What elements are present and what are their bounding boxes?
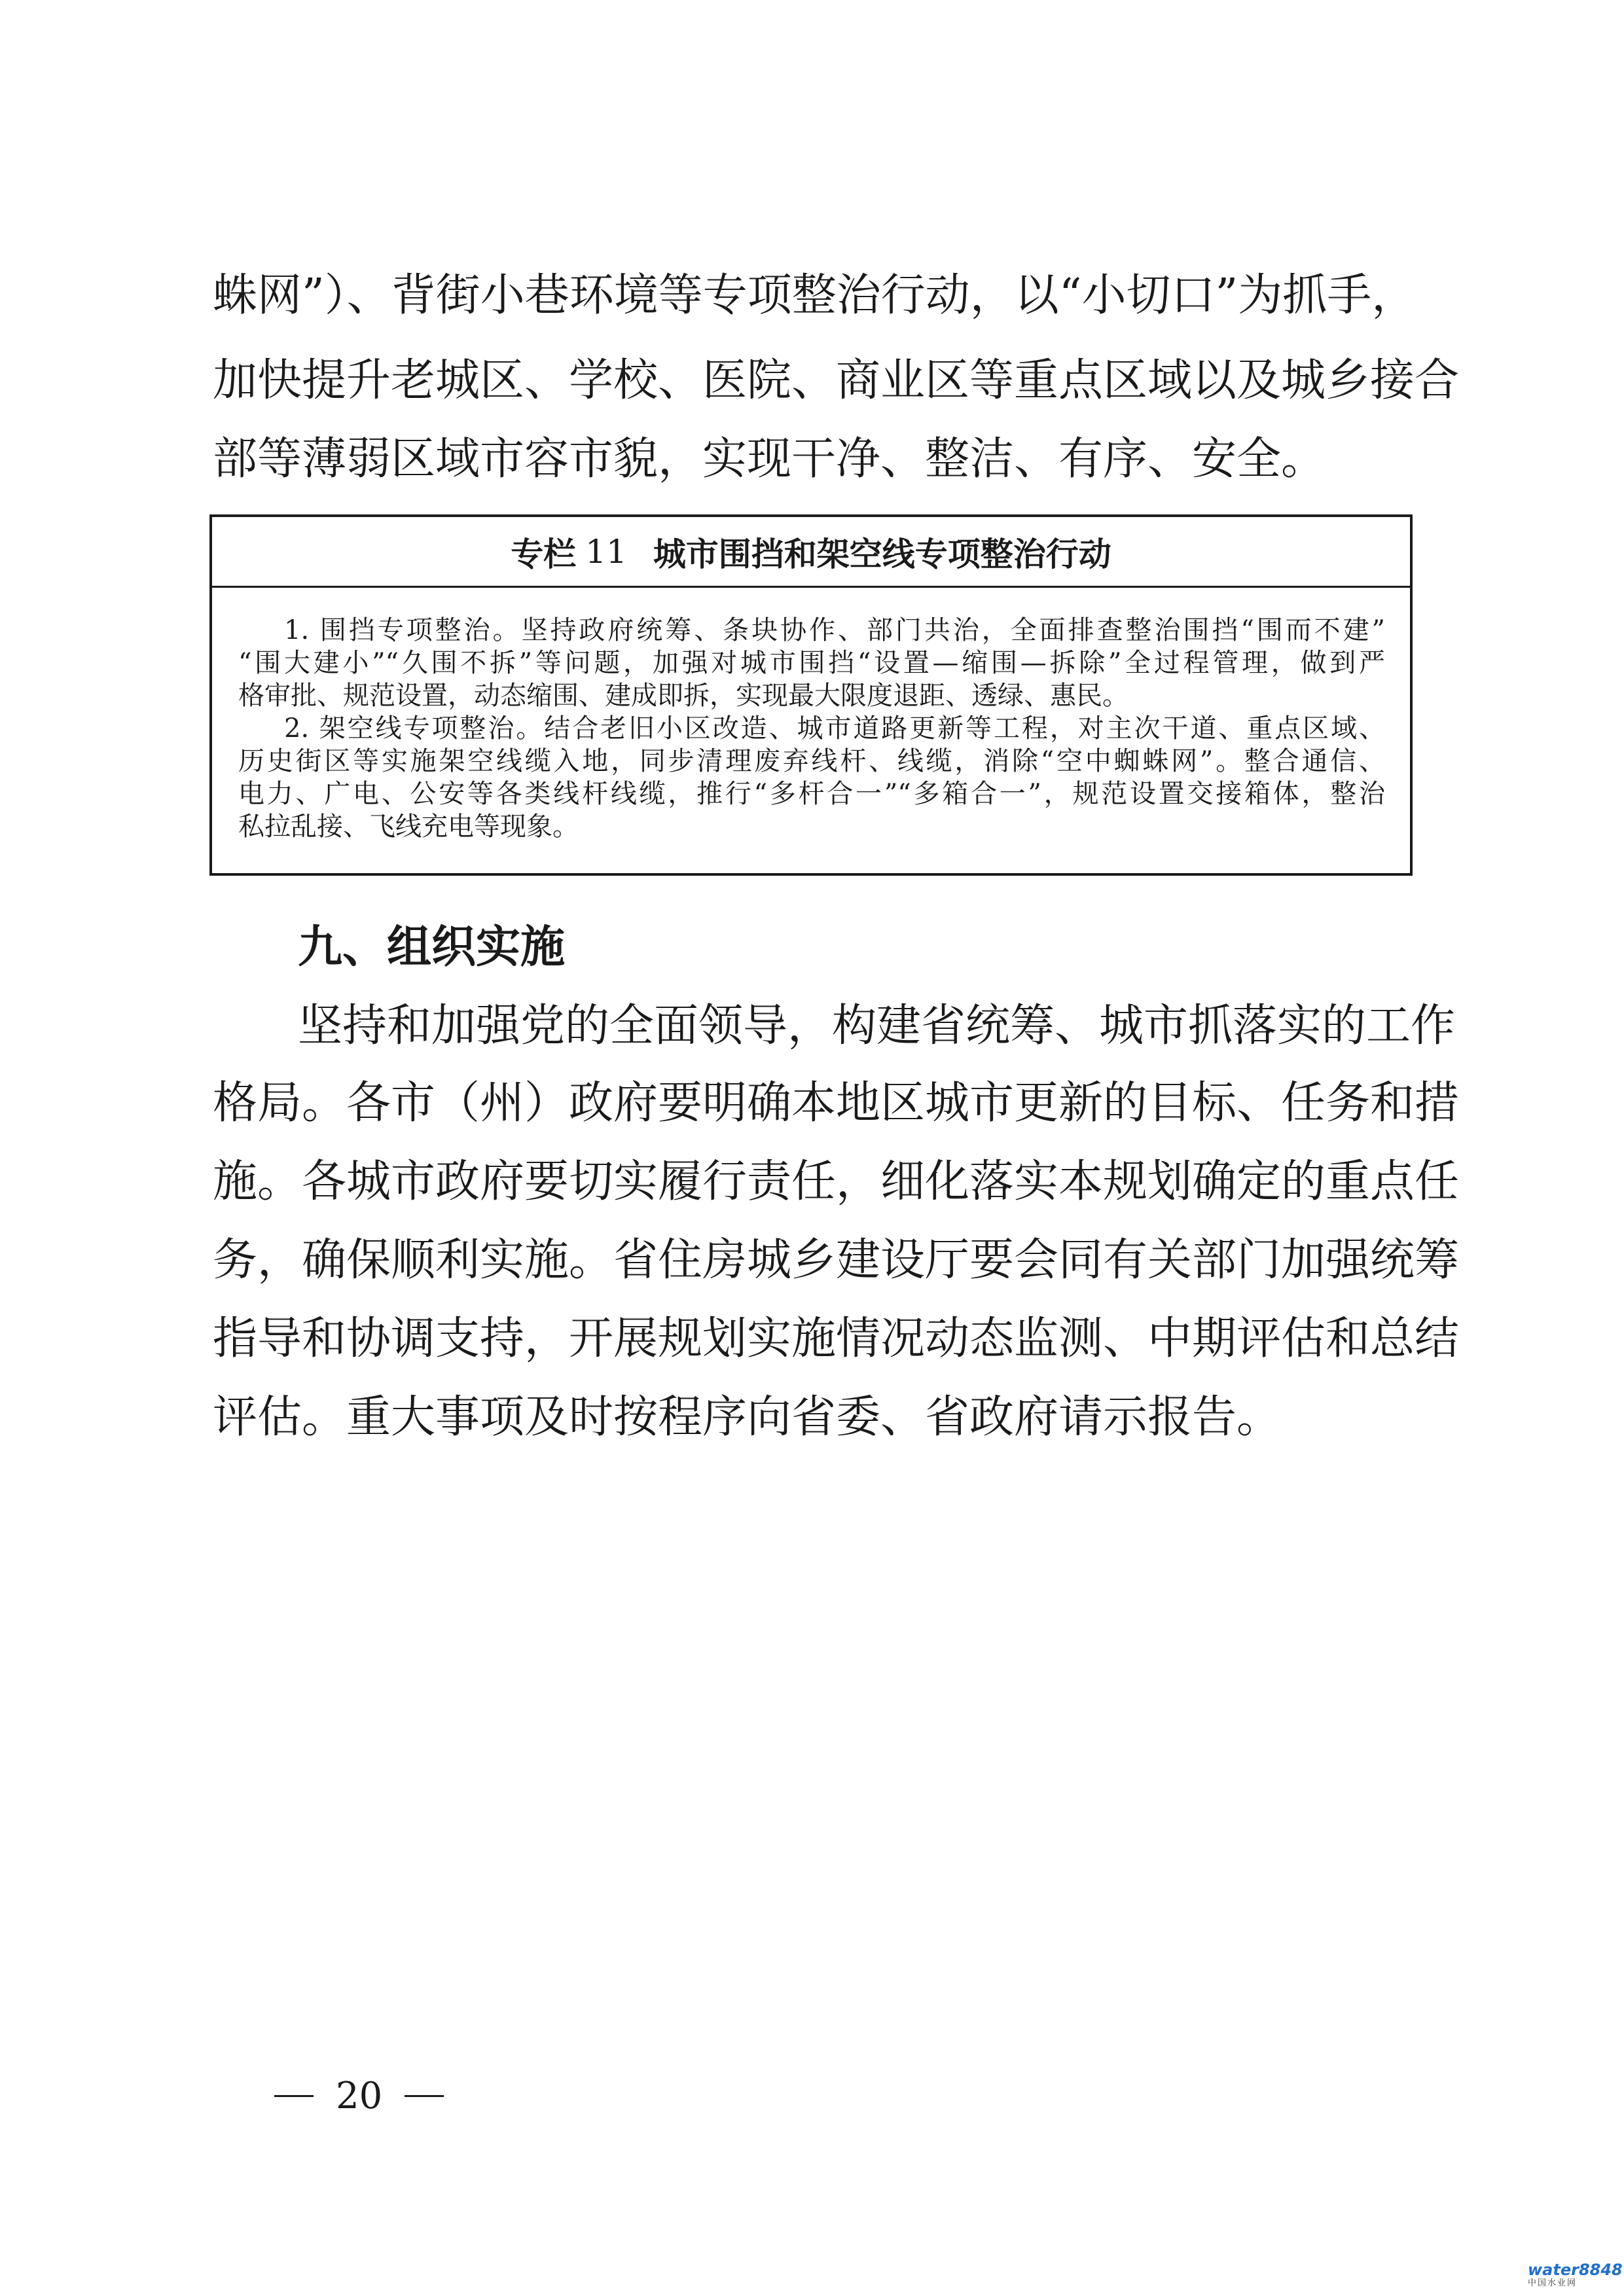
footer-dash-right bbox=[405, 2095, 444, 2097]
column-line-6: 电力、广电、公安等各类线杆线缆，推行“多杆合一”“多箱合一”，规范设置交接箱体，整治 bbox=[238, 779, 1385, 809]
column-line-1: 1. 围挡专项整治。坚持政府统筹、条块协作、部门共治，全面排查整治围挡“围而不建” bbox=[284, 615, 1385, 645]
section-line-2: 格局。各市（州）政府要明确本地区城市更新的目标、任务和措 bbox=[213, 1077, 1460, 1129]
section-line-3: 施。各城市政府要切实履行责任，细化落实本规划确定的重点任 bbox=[213, 1156, 1460, 1208]
column-line-3: 格审批、规范设置，动态缩围、建成即拆，实现最大限度退距、透绿、惠民。 bbox=[238, 681, 1128, 711]
column-box-title bbox=[212, 517, 1410, 588]
section-line-5: 指导和协调支持，开展规划实施情况动态监测、中期评估和总结 bbox=[213, 1313, 1460, 1365]
footer-dash-left bbox=[274, 2095, 314, 2097]
intro-line-1: 蛛网”）、背街小巷环境等专项整治行动，以“小切口”为抓手， bbox=[213, 270, 1416, 321]
intro-line-2: 加快提升老城区、学校、医院、商业区等重点区域以及城乡接合 bbox=[213, 355, 1460, 406]
section-heading: 九、组织实施 bbox=[298, 922, 566, 973]
column-line-4: 2. 架空线专项整治。结合老旧小区改造、城市道路更新等工程，对主次干道、重点区域、 bbox=[284, 713, 1385, 744]
intro-line-3: 部等薄弱区域市容市貌，实现干净、整洁、有序、安全。 bbox=[213, 433, 1326, 485]
column-label: 专栏 bbox=[511, 535, 577, 573]
watermark-text: water8848 bbox=[1528, 2261, 1623, 2279]
page-number: 20 bbox=[336, 2075, 383, 2117]
column-box bbox=[209, 514, 1413, 876]
section-line-1: 坚持和加强党的全面领导，构建省统筹、城市抓落实的工作 bbox=[298, 1000, 1456, 1052]
watermark-subtitle: 中国水业网 bbox=[1528, 2278, 1578, 2288]
column-number: 11 bbox=[585, 532, 627, 571]
watermark-logo bbox=[1528, 2261, 1623, 2290]
column-title: 城市围挡和架空线专项整治行动 bbox=[653, 535, 1111, 573]
column-line-2: “围大建小”“久围不拆”等问题，加强对城市围挡“设置—缩围—拆除”全过程管理，做到严 bbox=[238, 648, 1385, 678]
section-line-4: 务，确保顺利实施。省住房城乡建设厅要会同有关部门加强统筹 bbox=[213, 1234, 1460, 1286]
page-footer bbox=[252, 2075, 466, 2117]
section-line-6: 评估。重大事项及时按程序向省委、省政府请示报告。 bbox=[213, 1391, 1282, 1443]
column-line-5: 历史街区等实施架空线缆入地，同步清理废弃线杆、线缆，消除“空中蜘蛛网”。整合通信、 bbox=[238, 746, 1385, 776]
column-line-7: 私拉乱接、飞线充电等现象。 bbox=[238, 812, 579, 842]
